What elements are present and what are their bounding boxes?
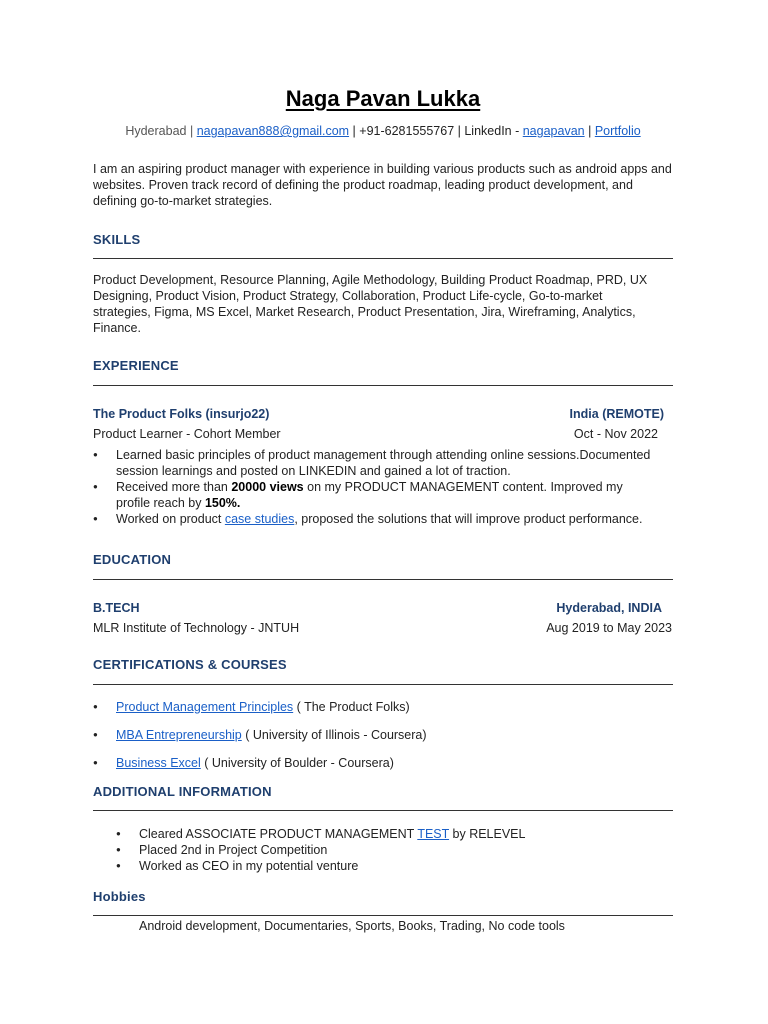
skills-heading: SKILLS: [93, 232, 141, 247]
cert-link[interactable]: Product Management Principles: [116, 700, 294, 714]
additional-heading: ADDITIONAL INFORMATION: [93, 784, 272, 799]
list-item: ● Received more than 20000 views on my PRODUCT MANAGEMENT content. Improved my profile reach by 150%.: [93, 479, 653, 511]
list-item: ● Product Management Principles ( The Product Folks): [93, 699, 673, 715]
email-link[interactable]: nagapavan888@gmail.com: [196, 124, 350, 138]
certifications-list: [93, 699, 673, 771]
cert-link[interactable]: Business Excel: [116, 756, 201, 770]
job-location: India (REMOTE): [569, 407, 664, 421]
list-item: ● Worked as CEO in my potential venture: [93, 858, 673, 874]
list-item: ● Business Excel ( University of Boulder - Coursera): [93, 755, 673, 771]
candidate-name: Naga Pavan Lukka: [285, 86, 481, 111]
case-studies-link[interactable]: case studies: [224, 512, 295, 526]
education-location: Hyderabad, INDIA: [556, 601, 662, 615]
education-heading: EDUCATION: [93, 552, 172, 567]
linkedin-label: LinkedIn -: [464, 124, 523, 138]
divider: [93, 810, 673, 811]
skills-text: Product Development, Resource Planning, Agile Methodology, Building Product Roadmap, PRD, UX Designing, Product Vision, Product Strategy, Collaboration, Product Life-cycle, Go-to-market strategies, Figma, MS Excel, Market Research, Product Presentation, Jira, Wireframing, Analytics, Finance.: [93, 273, 648, 335]
hobbies-heading: Hobbies: [93, 889, 146, 904]
list-item: ● Worked on product case studies, proposed the solutions that will improve product performance.: [93, 511, 653, 527]
list-item: ● Learned basic principles of product management through attending online sessions.Documented session learnings and posted on LINKEDIN and gained a lot of traction.: [93, 447, 653, 479]
job-dates: Oct - Nov 2022: [573, 427, 658, 441]
education-entry: [93, 601, 673, 636]
summary: I am an aspiring product manager with experience in building various products such as android apps and websites. Proven track record of defining the product roadmap, leading product development, and defining go-to-market strategies.: [93, 162, 672, 208]
certifications-heading: CERTIFICATIONS & COURSES: [93, 657, 287, 672]
list-item: ● MBA Entrepreneurship ( University of Illinois - Coursera): [93, 727, 673, 743]
hobbies-text: Android development, Documentaries, Sports, Books, Trading, No code tools: [139, 919, 565, 933]
city: Hyderabad: [125, 124, 187, 138]
portfolio-link[interactable]: Portfolio: [594, 124, 641, 138]
cert-link[interactable]: MBA Entrepreneurship: [116, 728, 242, 742]
linkedin-link[interactable]: nagapavan: [522, 124, 585, 138]
education-dates: Aug 2019 to May 2023: [546, 621, 672, 635]
school-name: MLR Institute of Technology - JNTUH: [93, 621, 300, 635]
test-link[interactable]: TEST: [417, 827, 450, 841]
divider: [93, 684, 673, 685]
experience-entry: [93, 407, 673, 527]
divider: [93, 385, 673, 386]
divider: [93, 258, 673, 259]
phone: +91-6281555767: [359, 124, 455, 138]
company-name: The Product Folks (insurjo22): [93, 407, 270, 421]
divider: [93, 579, 673, 580]
additional-list: [93, 826, 673, 874]
experience-heading: EXPERIENCE: [93, 358, 179, 373]
contact-line: Hyderabad | nagapavan888@gmail.com | +91-6281555767 | LinkedIn - nagapavan | Portfolio: [125, 124, 641, 138]
list-item: ● Cleared ASSOCIATE PRODUCT MANAGEMENT TEST by RELEVEL: [93, 826, 673, 842]
degree: B.TECH: [93, 601, 140, 615]
divider: [93, 915, 673, 916]
list-item: ● Placed 2nd in Project Competition: [93, 842, 673, 858]
job-role: Product Learner - Cohort Member: [93, 427, 281, 441]
